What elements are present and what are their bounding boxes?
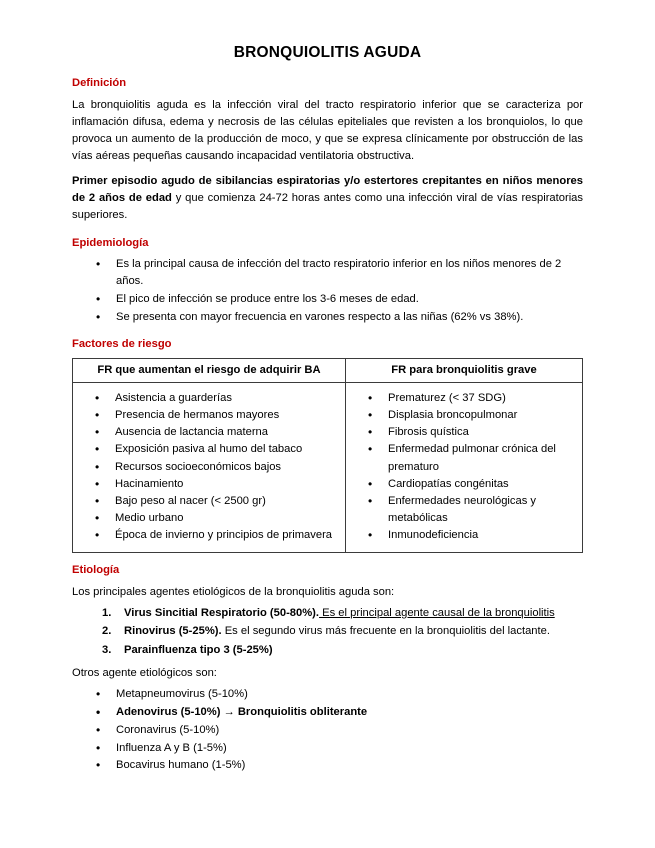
agent-note: Es el segundo virus más frecuente en la bronquiolitis del lactante. (221, 625, 550, 638)
etiologia-numbered-list (72, 605, 583, 659)
list-item: • Medio urbano (73, 510, 341, 527)
list-item: • Se presenta con mayor frecuencia en varones respecto a las niñas (62% vs 38%). (72, 309, 583, 326)
agent-note-underlined: Es el principal agente causal de la bronquiolitis (319, 606, 555, 619)
list-item: • Displasia broncopulmonar (346, 407, 578, 424)
section-heading-etiologia: Etiología (72, 564, 120, 577)
list-item: • Metapneumovirus (5-10%) (72, 686, 583, 703)
list-item: • Época de invierno y principios de primavera (73, 527, 341, 544)
agent-name: Rinovirus (5-25%). (124, 625, 222, 638)
page-title: BRONQUIOLITIS AGUDA (233, 44, 422, 61)
table-cell-right (346, 382, 583, 552)
list-item: • Inmunodeficiencia (346, 527, 578, 544)
list-item: • Enfermedades neurológicas y metabólicas (346, 493, 578, 527)
section-heading-factores-de-riesgo: Factores de riesgo (72, 338, 172, 351)
list-item: • Adenovirus (5-10%) → Bronquiolitis obliterante (72, 704, 583, 721)
factores-grave-list (346, 390, 578, 544)
list-item: • Ausencia de lactancia materna (73, 424, 341, 441)
list-item: • Es la principal causa de infección del tracto respiratorio inferior en los niños menores de 2 años. (72, 256, 583, 290)
list-item: • Presencia de hermanos mayores (73, 407, 341, 424)
section-heading-definicion: Definición (72, 77, 127, 89)
table-header-cell-right: FR para bronquiolitis grave (346, 358, 583, 382)
definicion-paragraph-2 (72, 173, 583, 224)
list-item: • Bocavirus humano (1-5%) (72, 757, 583, 774)
etiologia-intro: Los principales agentes etiológicos de la bronquiolitis aguda son: (72, 585, 395, 598)
section-heading-epidemiologia: Epidemiología (72, 236, 149, 249)
definicion-paragraph-2-rest: y que comienza 24-72 horas antes como una infección viral de vías respiratorias superiores. (72, 191, 583, 221)
list-item: • Fibrosis quística (346, 424, 578, 441)
list-item (72, 623, 583, 640)
list-item: • Asistencia a guarderías (73, 390, 341, 407)
list-item: • Prematurez (< 37 SDG) (346, 390, 578, 407)
list-item (72, 605, 583, 622)
list-item: • Influenza A y B (1-5%) (72, 740, 583, 757)
list-item: • Enfermedad pulmonar crónica del prematuro (346, 441, 578, 475)
list-item: • Recursos socioeconómicos bajos (73, 459, 341, 476)
list-item: • El pico de infección se produce entre los 3-6 meses de edad. (72, 291, 583, 308)
factores-adquirir-list (73, 390, 341, 544)
agent-name: Parainfluenza tipo 3 (5-25%) (124, 643, 273, 656)
list-item: • Coronavirus (5-10%) (72, 722, 583, 739)
list-item: • Exposición pasiva al humo del tabaco (73, 441, 341, 458)
factores-de-riesgo-table (72, 358, 583, 553)
agent-name: Virus Sincitial Respiratorio (50-80%). (124, 606, 320, 619)
table-cell-left (73, 382, 346, 552)
table-row (73, 382, 583, 552)
list-item: • Bajo peso al nacer (< 2500 gr) (73, 493, 341, 510)
list-item: • Cardiopatías congénitas (346, 476, 578, 493)
definicion-paragraph-1: La bronquiolitis aguda es la infección viral del tracto respiratorio inferior que se caracteriza por inflamación difusa, edema y necrosis de las células epiteliales que revisten a los bronquiolos, lo que provoca un aumento de la producción de moco, y que se expresa clínicamente por obstrucción de las vías aéreas pequeñas causando incapacidad ventilatoria obstructiva. (72, 98, 583, 162)
epidemiologia-list (72, 256, 583, 325)
etiologia-otros-intro: Otros agente etiológicos son: (72, 667, 217, 680)
table-header-cell-left: FR que aumentan el riesgo de adquirir BA (73, 358, 346, 382)
definicion-paragraph-2-bold: Primer episodio agudo de sibilancias espiratorias y/o estertores crepitantes en niños menores de 2 años de edad (72, 174, 583, 204)
etiologia-otros-list (72, 686, 583, 774)
list-item: • Hacinamiento (73, 476, 341, 493)
list-item (72, 642, 583, 659)
table-header-row (73, 358, 583, 382)
